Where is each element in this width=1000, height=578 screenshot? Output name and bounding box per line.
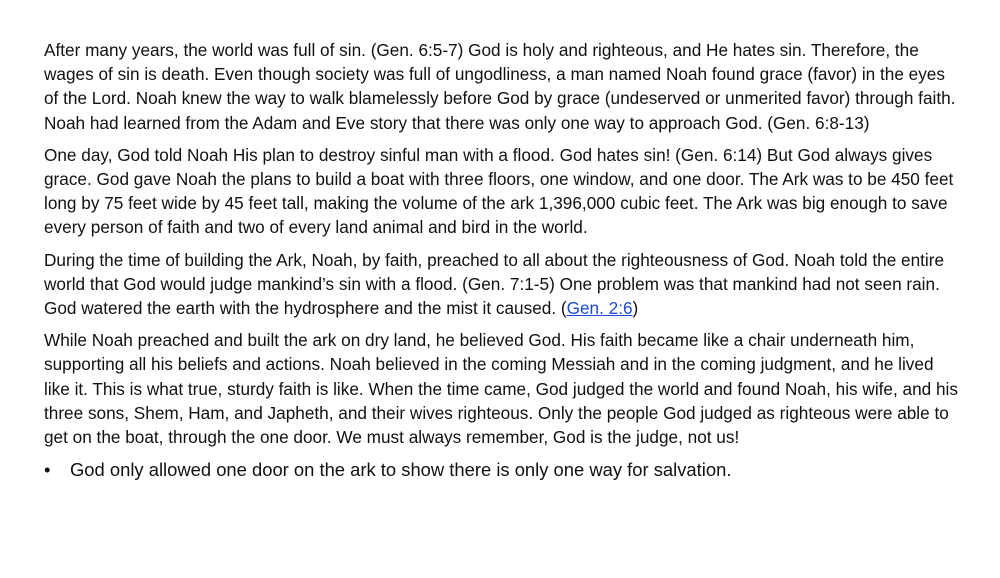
paragraph-noah-believed-god: While Noah preached and built the ark on dry land, he believed God. His faith became like a chair underneath him, supporting all his beliefs and actions. Noah believed in the coming Messiah and in the coming judgment, and he lived like it. This is what true, sturdy faith is like. When the time came, God judged the world and found Noah, his wife, and his three sons, Shem, Ham, and Japheth, and their wives righteous. Only the people God judged as righteous were able to get on the boat, through the one door. We must always remember, God is the judge, not us! (44, 330, 958, 448)
slide-body (44, 38, 964, 483)
paragraph-text-before-link: During the time of building the Ark, Noah, by faith, preached to all about the righteousness of God. Noah told the entire world that God would judge mankind’s sin with a flood. (Gen. 7:1-5) One problem was that mankind had not seen rain. God watered the earth with the hydrosphere and the mist it caused. ( (44, 249, 945, 319)
paragraph-world-full-of-sin: After many years, the world was full of sin. (Gen. 6:5-7) God is holy and righteous, and He hates sin. Therefore, the wages of sin is death. Even though society was full of ungodliness, a man named Noah found grace (favor) in the eyes of the Lord. Noah knew the way to walk blamelessly before God by grace (undeserved or unmerited favor) through faith. Noah had learned from the Adam and Eve story that there was only one way to approach God. (Gen. 6:8-13) (44, 40, 956, 133)
gen-2-6-link[interactable]: Gen. 2:6 (566, 298, 633, 319)
bullet-text: God only allowed one door on the ark to show there is only one way for salvation. (70, 459, 732, 481)
paragraph-building-the-ark (44, 248, 964, 321)
bullet-list (44, 457, 964, 483)
bullet-item-one-door (44, 457, 964, 483)
bullet-marker: • (44, 459, 51, 481)
paragraph-god-told-noah: One day, God told Noah His plan to destroy sinful man with a flood. God hates sin! (Gen. 6:14) But God always gives grace. God gave Noah the plans to build a boat with three floors, one window, and one door. The Ark was to be 450 feet long by 75 feet wide by 45 feet tall, making the volume of the ark 1,396,000 cubic feet. The Ark was big enough to save every person of faith and two of every land animal and bird in the world. (44, 144, 954, 238)
paragraph-text-after-link: ) (632, 298, 639, 319)
